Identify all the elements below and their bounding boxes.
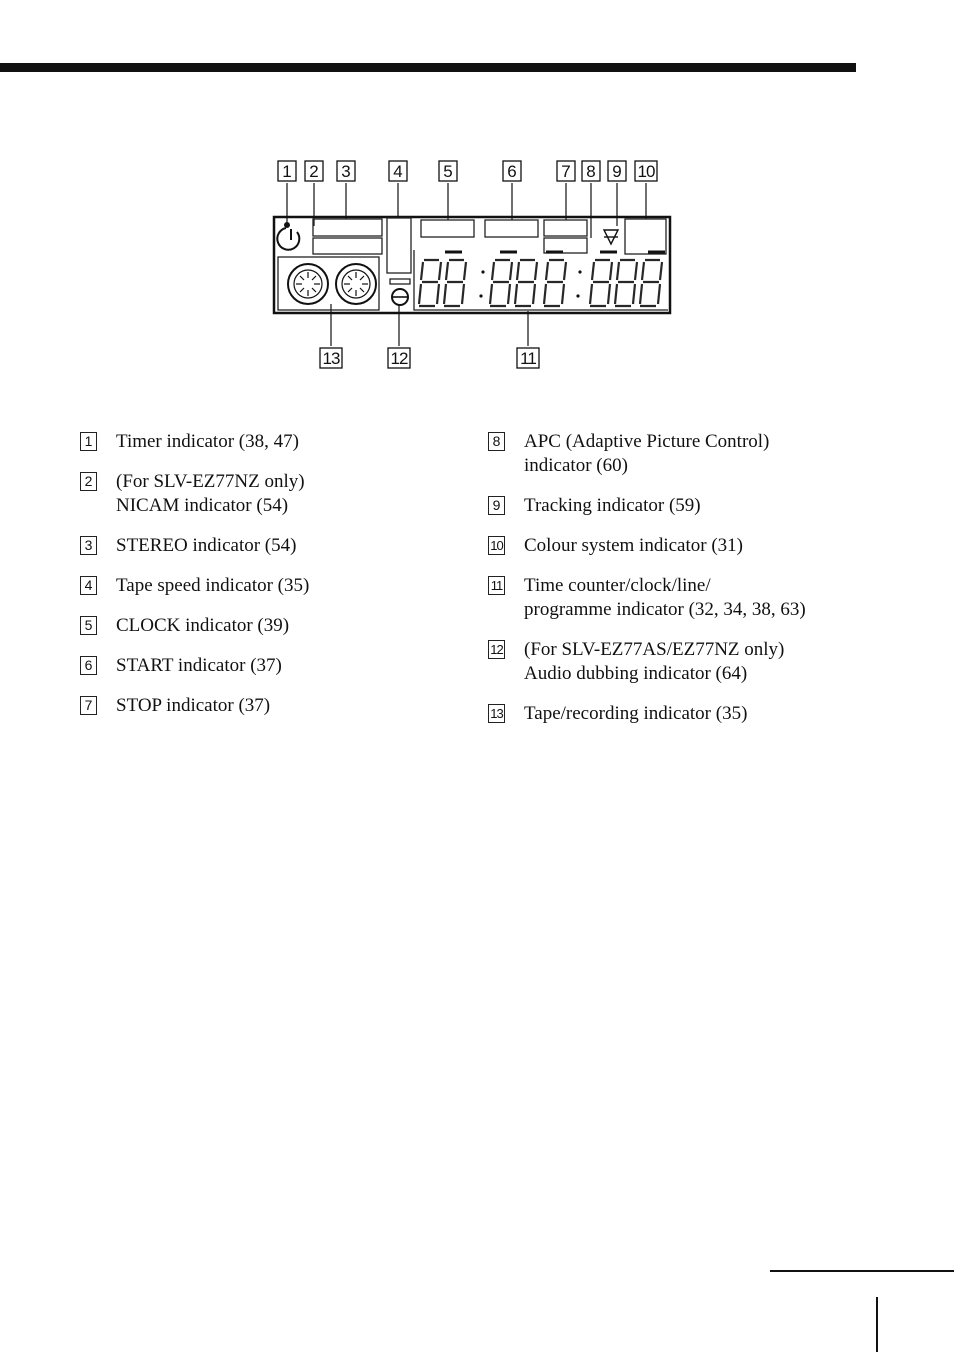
nicam-indicator-box	[313, 238, 382, 254]
tape-reel-right-icon	[336, 264, 376, 304]
legend-text: (For SLV-EZ77AS/EZ77NZ only)	[524, 639, 785, 660]
legend-text: Tracking indicator (59)	[524, 495, 701, 516]
legend-text: programme indicator (32, 34, 38, 63)	[524, 599, 806, 620]
callout-9	[608, 161, 626, 181]
legend-left-column	[80, 430, 480, 734]
legend-item	[488, 702, 908, 726]
bottom-vertical-rule	[876, 1297, 878, 1352]
callout-10	[635, 161, 657, 181]
legend-text: (For SLV-EZ77NZ only)	[116, 471, 305, 492]
seven-segment-digit	[419, 260, 441, 306]
legend-number-box: 1	[80, 432, 97, 451]
callout-label: 3	[341, 162, 351, 181]
legend-text: Audio dubbing indicator (64)	[524, 663, 748, 684]
legend-text: Tape speed indicator (35)	[116, 575, 310, 596]
legend-text: NICAM indicator (54)	[116, 495, 289, 516]
stereo-indicator-box	[313, 219, 382, 236]
callout-label: 6	[507, 162, 517, 181]
callout-7	[557, 161, 575, 181]
callout-1	[278, 161, 296, 181]
callout-label: 11	[520, 349, 536, 368]
callout-label: 10	[637, 162, 655, 181]
legend-right-column	[488, 430, 908, 742]
seven-segment-digits	[419, 252, 665, 306]
callout-label: 4	[393, 162, 403, 181]
front-panel-display-diagram	[0, 0, 954, 400]
seven-segment-digit	[615, 260, 637, 306]
legend-text: Timer indicator (38, 47)	[116, 431, 299, 452]
start-indicator-box	[485, 220, 538, 237]
legend-number-box: 3	[80, 536, 97, 555]
legend-item	[488, 574, 908, 622]
callout-12	[388, 348, 410, 368]
legend-text: APC (Adaptive Picture Control)	[524, 431, 770, 452]
legend-item	[80, 430, 480, 454]
callout-label: 1	[282, 162, 292, 181]
callout-label: 9	[612, 162, 622, 181]
legend-item	[80, 694, 480, 718]
colon-dot	[578, 270, 581, 273]
audio-dubbing-icon	[390, 279, 410, 305]
seven-segment-digit	[640, 260, 662, 306]
tracking-icon	[604, 230, 618, 244]
callout-label: 2	[309, 162, 319, 181]
legend-item	[488, 534, 908, 558]
clock-indicator-box	[421, 220, 474, 237]
callout-2	[305, 161, 323, 181]
legend-item	[80, 574, 480, 598]
colon-dot	[481, 270, 484, 273]
legend-item	[80, 614, 480, 638]
callout-6	[503, 161, 521, 181]
callout-label: 7	[561, 162, 571, 181]
legend-text: Tape/recording indicator (35)	[524, 703, 748, 724]
colon-dot	[479, 294, 482, 297]
legend-text: indicator (60)	[524, 455, 628, 476]
legend-item	[80, 534, 480, 558]
callout-numbers	[278, 161, 657, 368]
seven-segment-digit	[544, 260, 566, 306]
callout-label: 5	[443, 162, 453, 181]
callout-13	[320, 348, 342, 368]
callout-5	[439, 161, 457, 181]
legend-number-box: 2	[80, 472, 97, 491]
legend-text: START indicator (37)	[116, 655, 282, 676]
callout-11	[517, 348, 539, 368]
legend-text: STOP indicator (37)	[116, 695, 271, 716]
legend-number-box: 5	[80, 616, 97, 635]
callout-4	[389, 161, 407, 181]
legend-text: Colour system indicator (31)	[524, 535, 743, 556]
legend-item	[80, 470, 480, 518]
tape-speed-indicator-box	[387, 218, 411, 273]
colon-dot	[576, 294, 579, 297]
legend-text: CLOCK indicator (39)	[116, 615, 290, 636]
tape-reel-left-icon	[288, 264, 328, 304]
legend-item	[488, 638, 908, 686]
bottom-rule	[770, 1270, 954, 1272]
legend-text: STEREO indicator (54)	[116, 535, 297, 556]
legend-text: Time counter/clock/line/	[524, 575, 711, 596]
seven-segment-digit	[590, 260, 612, 306]
callout-3	[337, 161, 355, 181]
legend-number-box: 13	[488, 704, 505, 723]
callout-label: 8	[586, 162, 596, 181]
legend-number-box: 8	[488, 432, 505, 451]
legend-item	[488, 430, 908, 478]
timer-clock-icon	[277, 223, 299, 250]
legend-number-box: 11	[488, 576, 505, 595]
legend-number-box: 7	[80, 696, 97, 715]
legend-number-box: 6	[80, 656, 97, 675]
colour-system-indicator-box	[625, 219, 666, 254]
legend-number-box: 12	[488, 640, 505, 659]
callout-label: 12	[390, 349, 408, 368]
seven-segment-digit	[490, 260, 512, 306]
legend-item	[488, 494, 908, 518]
legend-number-box: 9	[488, 496, 505, 515]
seven-segment-digit	[444, 260, 466, 306]
seven-segment-digit	[515, 260, 537, 306]
legend-number-box: 4	[80, 576, 97, 595]
stop-indicator-box	[544, 220, 587, 236]
callout-label: 13	[322, 349, 340, 368]
callout-8	[582, 161, 600, 181]
legend-item	[80, 654, 480, 678]
legend-number-box: 10	[488, 536, 505, 555]
